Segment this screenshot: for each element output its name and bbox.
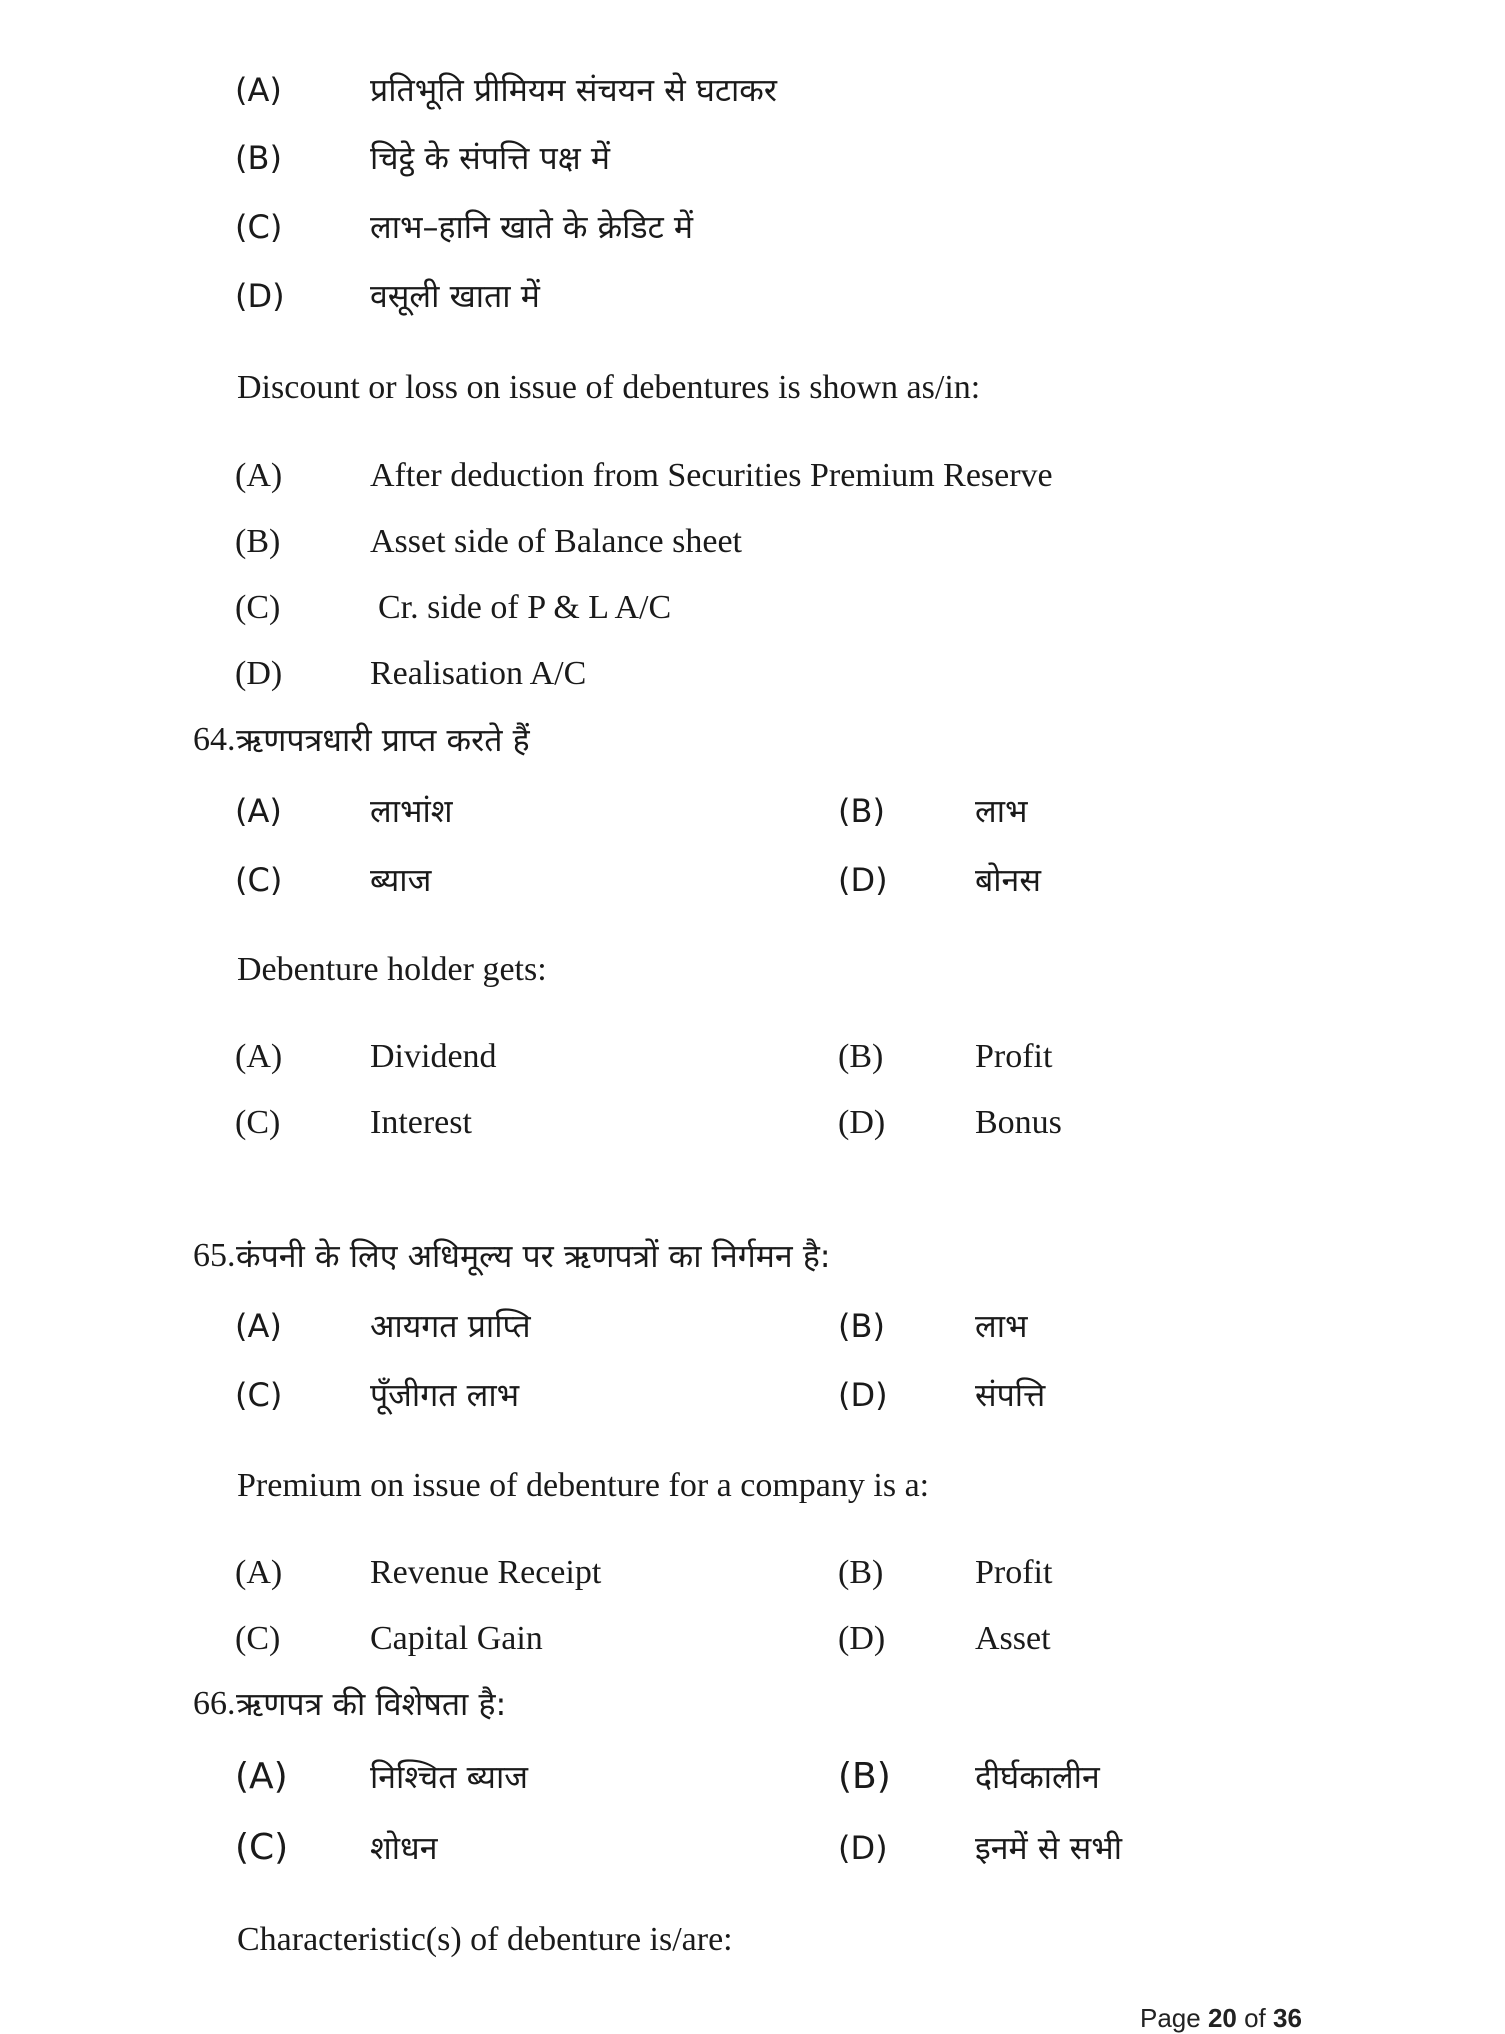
q64-hi-question: ऋणपत्रधारी प्राप्त करते हैं — [236, 721, 530, 759]
q65-en-option-c-text: Capital Gain — [370, 1620, 543, 1657]
q65-hi-question: कंपनी के लिए अधिमूल्य पर ऋणपत्रों का निर्गमन है: — [236, 1237, 831, 1275]
q64-en-option-c-label: (C) — [235, 1104, 281, 1141]
q63-hi-option-b-label: (B) — [235, 139, 282, 177]
q63-en-option-d-text: Realisation A/C — [370, 655, 587, 692]
page-prefix: Page — [1140, 2003, 1208, 2033]
q63-hi-option-c-label: (C) — [235, 208, 283, 246]
q64-hi-option-b-label: (B) — [838, 792, 885, 830]
q65-hi-option-c-text: पूँजीगत लाभ — [370, 1376, 520, 1414]
q65-hi-option-b-label: (B) — [838, 1307, 885, 1345]
q66-hi-option-b-text: दीर्घकालीन — [975, 1758, 1100, 1796]
q64-hi-option-a-text: लाभांश — [370, 792, 453, 830]
q63-en-option-b-label: (B) — [235, 523, 281, 560]
q63-hi-option-a-label: (A) — [235, 71, 282, 109]
q64-en-question: Debenture holder gets: — [237, 951, 547, 988]
page-current: 20 — [1207, 2003, 1237, 2033]
q65-hi-option-b-text: लाभ — [975, 1307, 1028, 1345]
q64-en-option-b-label: (B) — [838, 1038, 884, 1075]
q65-en-option-d-label: (D) — [838, 1620, 886, 1657]
q65-hi-option-a-label: (A) — [235, 1307, 282, 1345]
q65-hi-option-d-text: संपत्ति — [975, 1376, 1046, 1414]
q63-hi-option-c-text: लाभ–हानि खाते के क्रेडिट में — [370, 208, 694, 246]
q63-en-option-c-label: (C) — [235, 589, 281, 626]
q65-en-option-c-label: (C) — [235, 1620, 281, 1657]
q65-en-option-d-text: Asset — [975, 1620, 1051, 1657]
q64-en-option-a-text: Dividend — [370, 1038, 497, 1075]
q65-en-question: Premium on issue of debenture for a company is a: — [237, 1467, 930, 1504]
q65-en-option-a-label: (A) — [235, 1554, 283, 1591]
q65-en-option-a-text: Revenue Receipt — [370, 1554, 602, 1591]
q66-hi-option-c-label: (C) — [235, 1827, 289, 1868]
q63-en-option-d-label: (D) — [235, 655, 283, 692]
q66-number: 66. — [193, 1685, 236, 1722]
page-total: 36 — [1273, 2003, 1302, 2033]
q66-hi-option-d-text: इनमें से सभी — [975, 1829, 1123, 1867]
q64-en-option-d-text: Bonus — [975, 1104, 1062, 1141]
q64-hi-option-c-text: ब्याज — [370, 861, 432, 899]
q66-hi-option-a-label: (A) — [235, 1756, 288, 1797]
q63-hi-option-b-text: चिट्ठे के संपत्ति पक्ष में — [370, 139, 610, 177]
q65-en-option-b-label: (B) — [838, 1554, 884, 1591]
q65-number: 65. — [193, 1237, 236, 1274]
q64-en-option-a-label: (A) — [235, 1038, 283, 1075]
q66-hi-option-c-text: शोधन — [370, 1829, 438, 1867]
q63-en-option-a-label: (A) — [235, 457, 283, 494]
q64-hi-option-a-label: (A) — [235, 792, 282, 830]
q64-en-option-d-label: (D) — [838, 1104, 886, 1141]
page-middle: of — [1236, 2003, 1274, 2033]
q66-hi-option-d-label: (D) — [838, 1829, 888, 1867]
q63-hi-option-d-text: वसूली खाता में — [370, 277, 540, 315]
q66-en-question: Characteristic(s) of debenture is/are: — [237, 1921, 733, 1958]
q65-hi-option-a-text: आयगत प्राप्ति — [370, 1307, 531, 1345]
q66-hi-question: ऋणपत्र की विशेषता है: — [236, 1685, 507, 1723]
page-number — [1140, 2003, 1302, 2033]
q63-en-question: Discount or loss on issue of debentures is shown as/in: — [237, 369, 981, 406]
q63-en-option-c-text: Cr. side of P & L A/C — [378, 589, 672, 626]
q63-hi-option-d-label: (D) — [235, 277, 285, 315]
q64-hi-option-d-text: बोनस — [975, 861, 1041, 899]
q65-hi-option-c-label: (C) — [235, 1376, 283, 1414]
q65-en-option-b-text: Profit — [975, 1554, 1053, 1591]
q66-hi-option-b-label: (B) — [838, 1756, 891, 1797]
q66-hi-option-a-text: निश्चित ब्याज — [370, 1758, 528, 1796]
q64-en-option-b-text: Profit — [975, 1038, 1053, 1075]
q64-en-option-c-text: Interest — [370, 1104, 472, 1141]
q63-hi-option-a-text: प्रतिभूति प्रीमियम संचयन से घटाकर — [370, 71, 777, 109]
q64-hi-option-b-text: लाभ — [975, 792, 1028, 830]
q63-en-option-a-text: After deduction from Securities Premium Reserve — [370, 457, 1053, 494]
q64-hi-option-d-label: (D) — [838, 861, 888, 899]
q64-number: 64. — [193, 721, 236, 758]
q63-en-option-b-text: Asset side of Balance sheet — [370, 523, 742, 560]
q65-hi-option-d-label: (D) — [838, 1376, 888, 1414]
q64-hi-option-c-label: (C) — [235, 861, 283, 899]
